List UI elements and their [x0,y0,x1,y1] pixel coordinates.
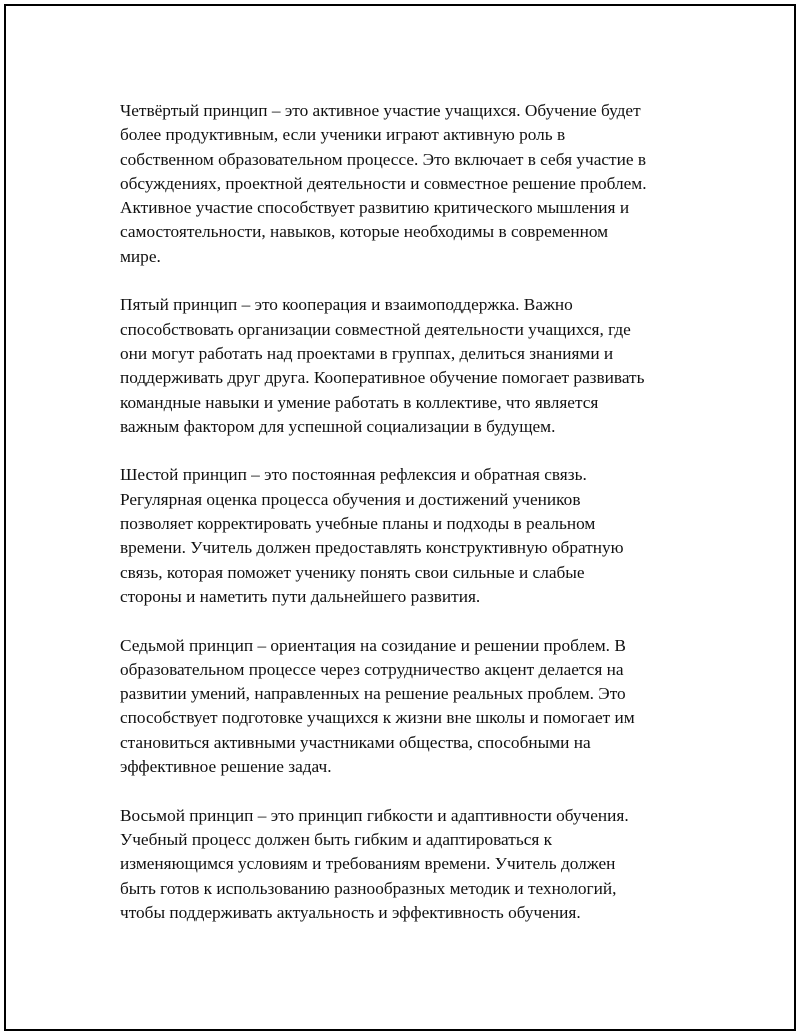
text-line: важным фактором для успешной социализации в будущем. [120,416,556,436]
text-line: Восьмой принцип – это принцип гибкости и адаптивности обучения. [120,805,629,825]
text-line: Учебный процесс должен быть гибким и адаптироваться к [120,829,553,849]
text-line: более продуктивным, если ученики играют активную роль в [120,125,566,145]
text-line: Шестой принцип – это постоянная рефлексия и обратная связь. [120,465,587,485]
text-line: связь, которая поможет ученику понять свои сильные и слабые [120,562,585,582]
text-line: Пятый принцип – это кооперация и взаимоподдержка. Важно [120,295,573,315]
paragraph-principle-7 [120,634,700,780]
paragraph-principle-6 [120,463,700,609]
paragraph-principle-5 [120,293,700,439]
text-line: командные навыки и умение работать в коллективе, что является [120,392,599,412]
paragraph-principle-4 [120,99,700,269]
text-line: Регулярная оценка процесса обучения и достижений учеников [120,489,581,509]
text-line: Седьмой принцип – ориентация на созидание и решении проблем. В [120,635,626,655]
text-line: Четвёртый принцип – это активное участие учащихся. Обучение будет [120,101,641,120]
text-line: чтобы поддерживать актуальность и эффективность обучения. [120,902,581,922]
page-frame [4,4,796,1031]
text-line: мире. [120,246,161,266]
text-line: становиться активными участниками общества, способными на [120,732,591,752]
text-line: позволяет корректировать учебные планы и подходы в реальном [120,514,596,534]
text-line: образовательном процессе через сотрудничество акцент делается на [120,659,624,679]
text-line: поддерживать друг друга. Кооперативное обучение помогает развивать [120,368,645,388]
text-line: времени. Учитель должен предоставлять конструктивную обратную [120,538,624,558]
text-line: изменяющимся условиям и требованиям времени. Учитель должен [120,854,616,874]
document-body [120,99,700,949]
text-line: они могут работать над проектами в группах, делиться знаниями и [120,343,614,363]
text-line: эффективное решение задач. [120,757,332,777]
text-line: развитии умений, направленных на решение реальных проблем. Это [120,684,626,704]
text-line: стороны и наметить пути дальнейшего развития. [120,586,481,606]
text-line: быть готов к использованию разнообразных методик и технологий, [120,878,617,898]
text-line: способствовать организации совместной деятельности учащихся, где [120,319,631,339]
text-line: самостоятельности, навыков, которые необходимы в современном [120,222,609,242]
text-line: собственном образовательном процессе. Это включает в себя участие в [120,149,646,169]
text-line: Активное участие способствует развитию критического мышления и [120,198,630,218]
text-line: способствует подготовке учащихся к жизни вне школы и помогает им [120,708,635,728]
paragraph-principle-8 [120,804,700,925]
text-line: обсуждениях, проектной деятельности и совместное решение проблем. [120,173,647,193]
